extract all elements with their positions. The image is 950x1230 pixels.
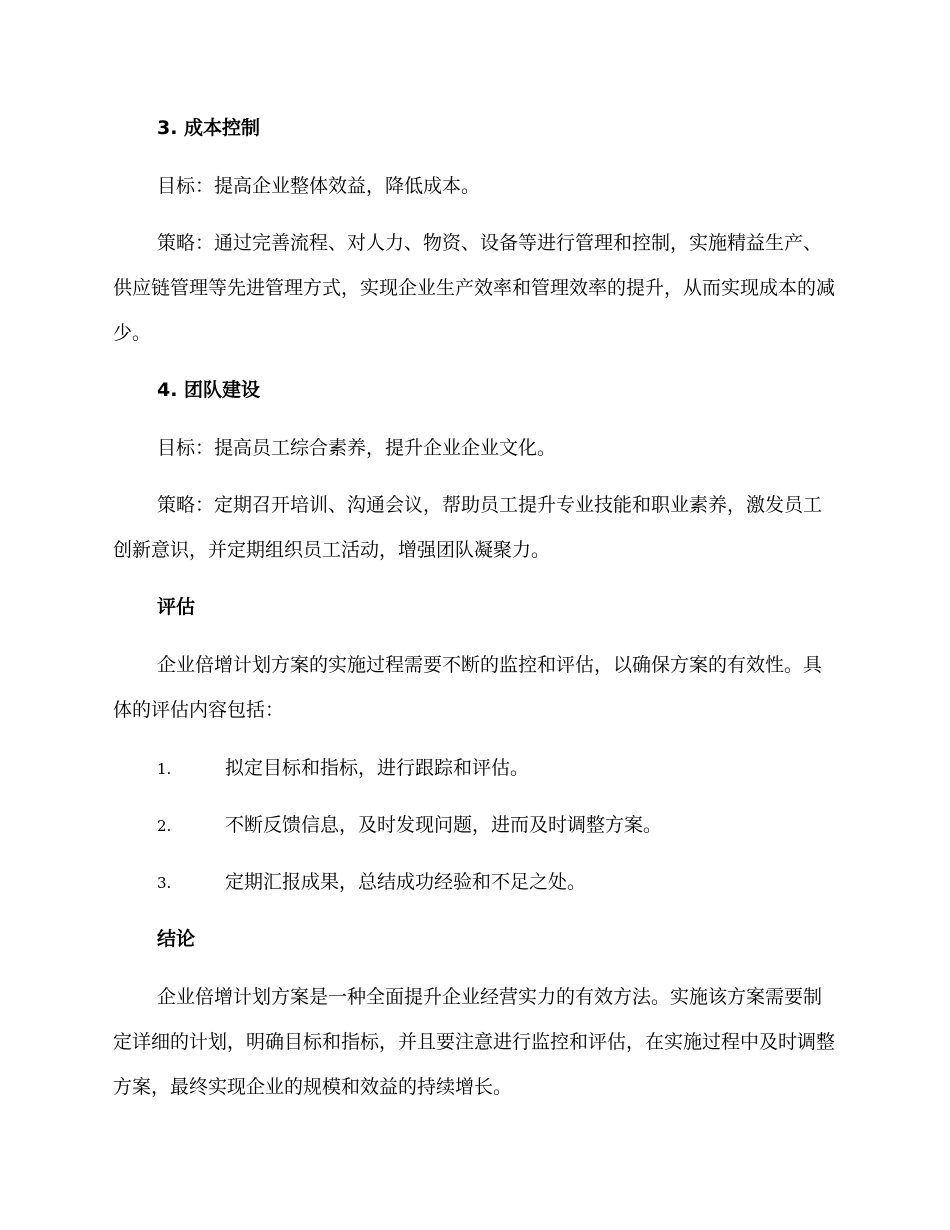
list-item-number: 1. xyxy=(157,760,172,778)
cost-strategy-paragraph: 策略：通过完善流程、对人力、物资、设备等进行管理和控制，实施精益生产、供应链管理等先进管理方式，实现企业生产效率和管理效率的提升，从而实现成本的减少。 xyxy=(113,232,836,344)
section-heading-cost-control: 3. 成本控制 xyxy=(157,117,261,139)
evaluation-intro-paragraph: 企业倍增计划方案的实施过程需要不断的监控和评估，以确保方案的有效性。具体的评估内容包括： xyxy=(113,654,823,721)
team-strategy-paragraph: 策略：定期召开培训、沟通会议，帮助员工提升专业技能和职业素养，激发员工创新意识，并定期组织员工活动，增强团队凝聚力。 xyxy=(113,494,823,561)
conclusion-paragraph: 企业倍增计划方案是一种全面提升企业经营实力的有效方法。实施该方案需要制定详细的计划，明确目标和指标，并且要注意进行监控和评估，在实施过程中及时调整方案，最终实现企业的规模和效益的持续增长。 xyxy=(113,986,836,1098)
evaluation-list-item xyxy=(157,810,837,841)
list-item-text: 不断反馈信息，及时发现问题，进而及时调整方案。 xyxy=(225,814,663,836)
list-item-number: 3. xyxy=(157,874,172,892)
section-heading-evaluation: 评估 xyxy=(157,596,196,618)
list-item-text: 定期汇报成果，总结成功经验和不足之处。 xyxy=(225,871,587,893)
section-heading-conclusion: 结论 xyxy=(157,928,196,950)
list-item-text: 拟定目标和指标，进行跟踪和评估。 xyxy=(225,757,530,779)
team-goal-paragraph: 目标：提高员工综合素养，提升企业企业文化。 xyxy=(157,437,557,459)
list-item-number: 2. xyxy=(157,817,172,835)
cost-goal-paragraph: 目标：提高企业整体效益，降低成本。 xyxy=(157,175,481,197)
section-heading-team-building: 4. 团队建设 xyxy=(157,379,261,401)
evaluation-list-item xyxy=(157,753,837,784)
evaluation-list-item xyxy=(157,867,837,898)
